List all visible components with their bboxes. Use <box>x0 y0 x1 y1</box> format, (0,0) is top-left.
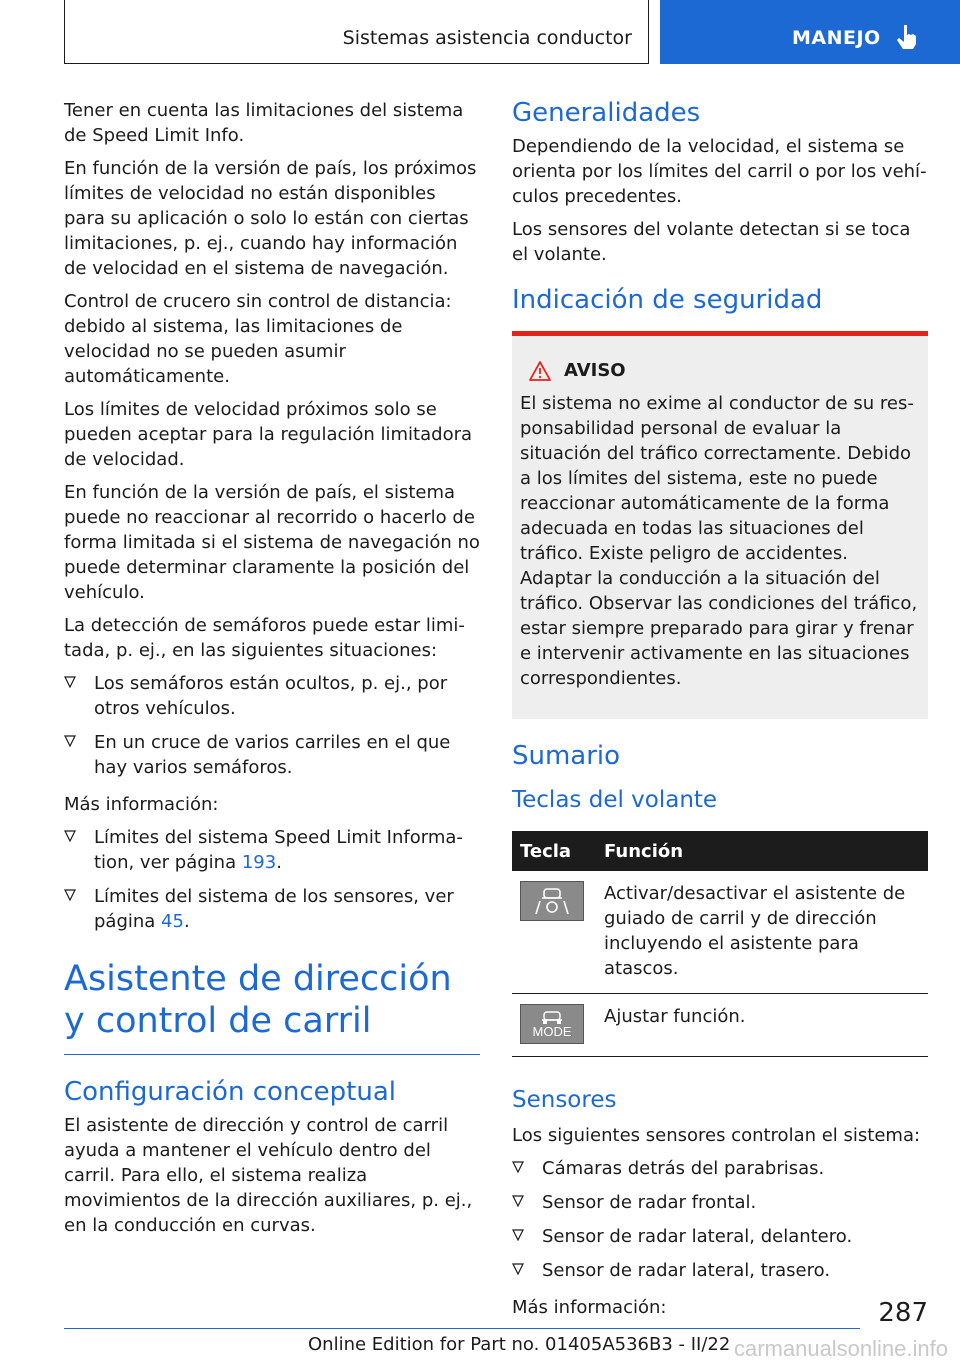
chapter-title: MANEJO <box>792 27 881 49</box>
watermark: carmanualsonline.info <box>733 1336 948 1361</box>
section-heading-general: Generalidades <box>512 98 701 128</box>
list-item <box>512 1258 928 1283</box>
column-header-function: Función <box>596 831 928 871</box>
list-item <box>512 1156 928 1181</box>
list-item <box>512 1224 928 1249</box>
triangle-bullet-icon <box>64 889 76 901</box>
paragraph: Los límites de velocidad próximos solo se pueden aceptar para la regulación limitadora de velocidad. <box>64 399 473 470</box>
paragraph: Tener en cuenta las limitaciones del sistema de Speed Limit Info. <box>64 100 464 146</box>
edition-info: Online Edition for Part no. 01405A536B3 - II/22 <box>308 1334 731 1355</box>
key-cell <box>512 994 596 1057</box>
triangle-bullet-icon <box>512 1195 524 1207</box>
subsection-heading-keys: Teclas del volante <box>512 787 718 813</box>
bullet-list <box>64 671 480 780</box>
left-column <box>64 98 480 1246</box>
triangle-bullet-icon <box>512 1161 524 1173</box>
table-row <box>512 871 928 994</box>
list-item-text: Sensor de radar frontal. <box>542 1192 757 1213</box>
page-number: 287 <box>878 1298 928 1328</box>
subsection-heading-sensors: Sensores <box>512 1087 617 1113</box>
column-header-key: Tecla <box>512 831 596 871</box>
section-heading: Configuración conceptual <box>64 1077 396 1107</box>
list-item <box>64 730 480 780</box>
warning-box <box>512 331 928 719</box>
list-item-text: En un cruce de varios carriles en el que hay varios semáforos. <box>94 732 451 778</box>
reference-text: Límites del sistema Speed Limit Information, ver página <box>94 827 463 873</box>
paragraph: En función de la versión de país, el sistema puede no reaccionar al recorrido o hacerlo de forma limitada si el sistema de navegación no puede determinar claramente la posición del vehículo. <box>64 482 480 603</box>
list-item <box>512 1190 928 1215</box>
warning-triangle-icon <box>528 360 552 382</box>
list-item <box>64 671 480 721</box>
section-heading-safety: Indicación de seguridad <box>512 285 823 315</box>
paragraph: Los siguientes sensores controlan el sistema: <box>512 1125 921 1146</box>
header-chapter-tab[interactable] <box>660 0 960 64</box>
hand-pointer-icon <box>897 24 919 50</box>
list-item-text: Sensor de radar lateral, delantero. <box>542 1226 853 1247</box>
header-section-box <box>64 0 649 64</box>
reference-text: Límites del sistema de los sensores, ver página <box>94 886 454 932</box>
list-item <box>64 825 480 875</box>
list-item-text: Los semáforos están ocultos, p. ej., por otros vehículos. <box>94 673 448 719</box>
right-column <box>512 98 928 1328</box>
key-cell <box>512 871 596 994</box>
reference-list <box>64 825 480 934</box>
page-link-193[interactable]: 193 <box>241 852 277 873</box>
warning-title: AVISO <box>564 360 626 381</box>
list-item <box>64 884 480 934</box>
triangle-bullet-icon <box>512 1263 524 1275</box>
table-row <box>512 994 928 1057</box>
triangle-bullet-icon <box>64 735 76 747</box>
function-cell: Ajustar función. <box>596 994 928 1057</box>
paragraph: Dependiendo de la velocidad, el sistema se orienta por los límites del carril o por los vehículos precedentes. <box>512 136 927 207</box>
triangle-bullet-icon <box>512 1229 524 1241</box>
table-header-row <box>512 831 928 871</box>
paragraph: El asistente de dirección y control de carril ayuda a mantener el vehículo dentro del carril. Para ello, el sistema realiza movimientos de la dirección auxiliares, p. ej., en la conducción en curvas. <box>64 1115 473 1236</box>
mode-label: MODE <box>532 1023 572 1039</box>
sensor-list <box>512 1156 928 1283</box>
paragraph: En función de la versión de país, los próximos límites de velocidad no están disponibles para su aplicación o solo lo están con ciertas limitaciones, p. ej., cuando hay información de velocidad en el sistema de navegación. <box>64 158 477 279</box>
warning-text: El sistema no exime al conductor de su responsabilidad personal de evaluar la situación del tráfico correctamente. Debido a los límites del sistema, este no puede reaccionar automáticamente de la forma adecuada en todas las situaciones del tráfico. Existe peligro de accidentes. Adaptar la conducción a la situación del tráfico. Observar las condiciones del tráfico, estar siempre preparado para girar y frenar e intervenir activamente en las situaciones correspondientes. <box>520 393 918 689</box>
section-title: Sistemas asistencia conductor <box>342 27 632 49</box>
function-cell: Activar/desactivar el asistente de guiado de carril y de dirección incluyendo el asistente para atascos. <box>596 871 928 994</box>
footer-divider <box>64 1328 860 1329</box>
list-item-text: Cámaras detrás del parabrisas. <box>542 1158 825 1179</box>
more-info-label: Más información: <box>512 1297 667 1318</box>
triangle-bullet-icon <box>64 830 76 842</box>
section-heading-summary: Sumario <box>512 741 621 771</box>
mode-button-icon <box>520 1004 584 1044</box>
period: . <box>276 852 282 873</box>
steering-keys-table <box>512 831 928 1057</box>
more-info-label: Más información: <box>64 794 219 815</box>
warning-header <box>520 358 920 383</box>
page-link-45[interactable]: 45 <box>161 911 184 932</box>
period: . <box>183 911 190 932</box>
paragraph: La detección de semáforos puede estar limitada, p. ej., en las siguientes situaciones: <box>64 615 465 661</box>
steering-assist-button-icon <box>520 881 584 921</box>
triangle-bullet-icon <box>64 676 76 688</box>
chapter-heading: Asistente de dirección y control de carril <box>64 958 480 1055</box>
paragraph: Control de crucero sin control de distancia: debido al sistema, las limitaciones de velocidad no se pueden asumir automáticamente. <box>64 291 452 387</box>
paragraph: Los sensores del volante detectan si se toca el volante. <box>512 219 911 265</box>
list-item-text: Sensor de radar lateral, trasero. <box>542 1260 831 1281</box>
